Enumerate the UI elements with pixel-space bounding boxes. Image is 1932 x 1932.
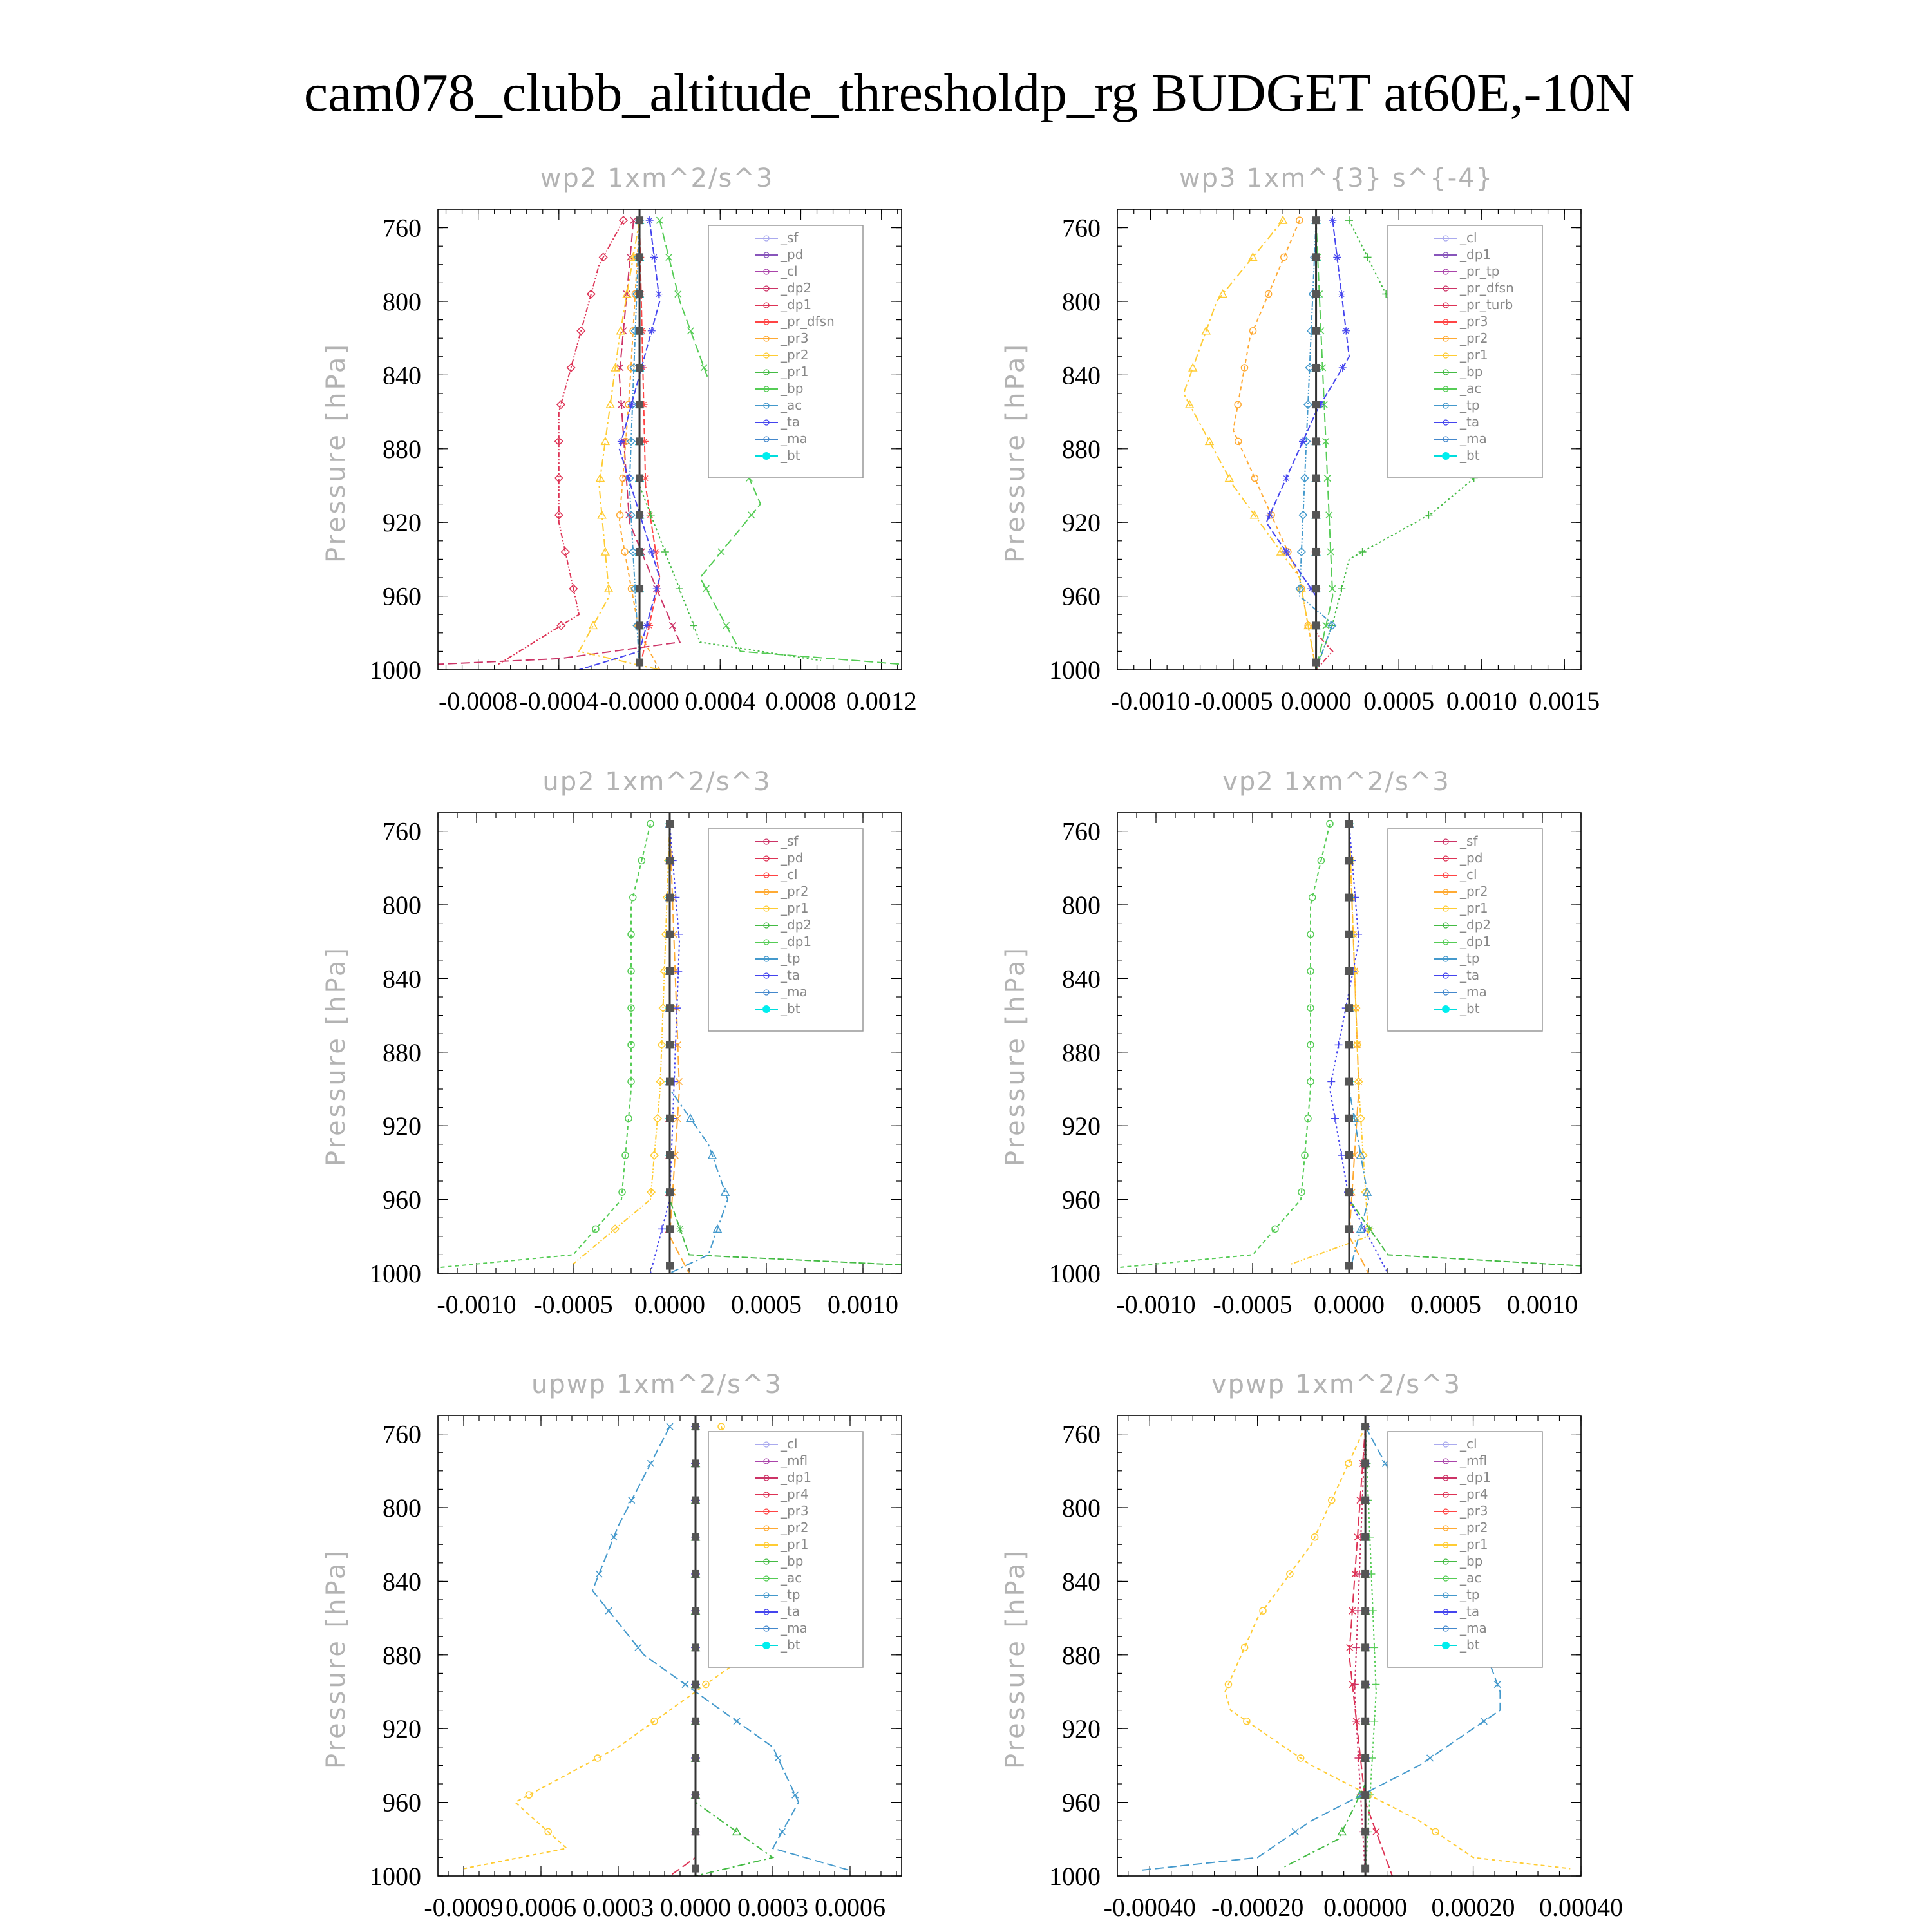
panel-title: wp3 1xm^{3} s^{-4} bbox=[1179, 164, 1494, 193]
legend-label: _bt bbox=[1460, 1001, 1480, 1016]
x-tick-label: 0.0005 bbox=[731, 1290, 802, 1319]
legend-marker bbox=[1442, 1005, 1450, 1013]
legend-label: _tp bbox=[781, 1587, 800, 1602]
legend-label: _pr2 bbox=[781, 1520, 809, 1535]
legend-label: _ac bbox=[1460, 1570, 1482, 1586]
legend-label: _dp1 bbox=[1460, 247, 1492, 262]
figure-title: cam078_clubb_altitude_thresholdp_rg BUDGET at60E,-10N bbox=[303, 63, 1635, 123]
zero-line-marker bbox=[1345, 1225, 1353, 1233]
legend-label: _tp bbox=[1460, 1587, 1480, 1602]
x-tick-label: -0.0004 bbox=[519, 687, 599, 715]
y-tick-label: 840 bbox=[383, 361, 421, 390]
legend-label: _bt bbox=[1460, 1637, 1480, 1653]
legend-label: _ac bbox=[781, 397, 802, 413]
zero-line-marker bbox=[636, 659, 643, 667]
legend-label: _dp1 bbox=[1460, 934, 1492, 949]
y-tick-label: 840 bbox=[383, 964, 421, 994]
legend-label: _pr1 bbox=[1460, 1537, 1488, 1552]
x-tick-label: -0.0010 bbox=[1110, 687, 1191, 715]
zero-line-marker bbox=[1312, 401, 1320, 408]
legend-label: _sf bbox=[781, 833, 799, 849]
y-tick-label: 960 bbox=[383, 1788, 421, 1817]
legend-label: _pr2 bbox=[781, 347, 809, 363]
zero-line-marker bbox=[1312, 253, 1320, 261]
legend-label: _pr3 bbox=[781, 1503, 809, 1519]
y-tick-label: 840 bbox=[1062, 361, 1101, 390]
legend-label: _ac bbox=[1460, 381, 1482, 396]
zero-line-marker bbox=[1312, 511, 1320, 519]
legend-label: _pr4 bbox=[1460, 1486, 1488, 1502]
y-axis-label: Pressure [hPa] bbox=[1001, 945, 1030, 1166]
legend-label: _pr2 bbox=[1460, 884, 1488, 899]
legend-label: _pr2 bbox=[1460, 1520, 1488, 1535]
legend-label: _pr3 bbox=[781, 330, 809, 346]
legend bbox=[708, 1432, 863, 1667]
zero-line-marker bbox=[666, 1225, 674, 1233]
x-tick-label: 0.0010 bbox=[1507, 1290, 1578, 1319]
zero-line-marker bbox=[636, 327, 643, 335]
y-tick-label: 1000 bbox=[370, 1862, 421, 1891]
x-tick-label: -0.0010 bbox=[437, 1290, 516, 1319]
legend-label: _pr2 bbox=[1460, 330, 1488, 346]
zero-line-marker bbox=[636, 290, 643, 298]
panel-title: vpwp 1xm^2/s^3 bbox=[1211, 1370, 1462, 1399]
legend-label: _pr_dfsn bbox=[781, 314, 835, 329]
y-tick-label: 800 bbox=[1062, 891, 1101, 920]
zero-line-marker bbox=[666, 1041, 674, 1048]
zero-line-marker bbox=[636, 437, 643, 445]
x-tick-label: -0.00040 bbox=[1103, 1893, 1196, 1922]
x-tick-label: -0.00020 bbox=[1211, 1893, 1304, 1922]
zero-line-marker bbox=[636, 253, 643, 261]
legend-label: _ta bbox=[781, 967, 800, 983]
zero-line-marker bbox=[1312, 659, 1320, 667]
zero-line-marker bbox=[1345, 931, 1353, 938]
legend-label: _pr_turb bbox=[1460, 297, 1513, 312]
x-tick-label: 0.0012 bbox=[846, 687, 917, 715]
zero-line-marker bbox=[1345, 1078, 1353, 1086]
zero-line-marker bbox=[666, 894, 674, 902]
legend-label: _cl bbox=[1460, 1436, 1477, 1452]
legend-label: _pd bbox=[781, 850, 804, 866]
x-tick-label: -0.0005 bbox=[533, 1290, 613, 1319]
x-tick-label: -0.0000 bbox=[600, 687, 679, 715]
legend-label: _pr3 bbox=[1460, 1503, 1488, 1519]
legend-label: _bp bbox=[1460, 1553, 1483, 1569]
legend bbox=[1388, 1432, 1542, 1667]
y-tick-label: 760 bbox=[1062, 1419, 1101, 1449]
panel-title: vp2 1xm^2/s^3 bbox=[1222, 767, 1450, 797]
y-axis-label: Pressure [hPa] bbox=[321, 342, 351, 563]
y-tick-label: 960 bbox=[1062, 1185, 1101, 1215]
legend-label: _pr1 bbox=[781, 900, 809, 916]
y-tick-label: 880 bbox=[1062, 1640, 1101, 1670]
y-tick-label: 760 bbox=[1062, 213, 1101, 243]
zero-line-marker bbox=[1312, 327, 1320, 335]
zero-line-marker bbox=[692, 1423, 699, 1430]
legend-label: _pd bbox=[781, 247, 804, 262]
y-tick-label: 760 bbox=[383, 213, 421, 243]
y-tick-label: 920 bbox=[383, 1112, 421, 1141]
zero-line-marker bbox=[1361, 1643, 1369, 1651]
zero-line-marker bbox=[666, 1262, 674, 1270]
legend-label: _ma bbox=[1460, 431, 1487, 446]
y-tick-label: 840 bbox=[1062, 1567, 1101, 1596]
legend-label: _tp bbox=[1460, 951, 1480, 966]
legend-label: _pr1 bbox=[1460, 900, 1488, 916]
legend-label: _bt bbox=[781, 448, 800, 463]
legend-label: _ta bbox=[1460, 1604, 1480, 1619]
zero-line-marker bbox=[692, 1754, 699, 1762]
y-axis-label: Pressure [hPa] bbox=[1001, 342, 1030, 563]
legend-label: _pr1 bbox=[1460, 347, 1488, 363]
zero-line-marker bbox=[636, 585, 643, 592]
x-tick-label: 0.0008 bbox=[765, 687, 837, 715]
zero-line-marker bbox=[1312, 475, 1320, 482]
zero-line-marker bbox=[1361, 1681, 1369, 1689]
y-tick-label: 880 bbox=[1062, 434, 1101, 464]
y-axis-label: Pressure [hPa] bbox=[1001, 1548, 1030, 1769]
legend-label: _ma bbox=[781, 1620, 808, 1636]
legend-label: _cl bbox=[781, 867, 798, 882]
zero-line-marker bbox=[666, 1115, 674, 1122]
y-tick-label: 840 bbox=[1062, 964, 1101, 994]
zero-line-marker bbox=[666, 1078, 674, 1086]
legend-label: _pr1 bbox=[781, 1537, 809, 1552]
zero-line-marker bbox=[1312, 585, 1320, 592]
legend-label: _dp2 bbox=[781, 917, 812, 933]
y-tick-label: 880 bbox=[383, 1037, 421, 1067]
legend-label: _pr1 bbox=[781, 364, 809, 379]
legend-label: _mfl bbox=[781, 1453, 808, 1468]
zero-line-marker bbox=[1312, 364, 1320, 372]
y-tick-label: 880 bbox=[383, 434, 421, 464]
zero-line-marker bbox=[1361, 1865, 1369, 1873]
x-tick-label: 0.00020 bbox=[1431, 1893, 1515, 1922]
legend-label: _pr_dfsn bbox=[1460, 280, 1514, 296]
legend-label: _ac bbox=[781, 1570, 802, 1586]
y-tick-label: 760 bbox=[1062, 817, 1101, 846]
legend-label: _bt bbox=[1460, 448, 1480, 463]
legend-label: _sf bbox=[781, 230, 799, 245]
y-tick-label: 800 bbox=[383, 287, 421, 316]
zero-line-marker bbox=[1361, 1754, 1369, 1762]
x-tick-label: -0.0008 bbox=[438, 687, 518, 715]
y-tick-label: 1000 bbox=[370, 1259, 421, 1288]
zero-line-marker bbox=[1361, 1828, 1369, 1835]
legend-label: _pd bbox=[1460, 850, 1483, 866]
legend-label: _bp bbox=[1460, 364, 1483, 379]
legend-label: _pr2 bbox=[781, 884, 809, 899]
panel-title: up2 1xm^2/s^3 bbox=[542, 767, 772, 797]
legend-label: _bp bbox=[781, 381, 804, 396]
zero-line-marker bbox=[1312, 290, 1320, 298]
x-tick-label: -0.0009 bbox=[424, 1893, 504, 1922]
panel-title: wp2 1xm^2/s^3 bbox=[540, 164, 774, 193]
y-tick-label: 800 bbox=[383, 1493, 421, 1522]
x-tick-label: 0.0010 bbox=[828, 1290, 898, 1319]
y-tick-label: 800 bbox=[1062, 287, 1101, 316]
zero-line-marker bbox=[1312, 548, 1320, 556]
zero-line-marker bbox=[692, 1459, 699, 1467]
zero-line-marker bbox=[1345, 967, 1353, 975]
y-tick-label: 960 bbox=[1062, 582, 1101, 611]
legend-label: _ma bbox=[1460, 984, 1487, 999]
zero-line-marker bbox=[692, 1607, 699, 1615]
y-tick-label: 920 bbox=[383, 1714, 421, 1744]
legend-marker bbox=[762, 452, 770, 460]
x-tick-label: -0.0005 bbox=[1193, 687, 1273, 715]
x-tick-label: 0.00000 bbox=[1323, 1893, 1408, 1922]
zero-line-marker bbox=[1312, 437, 1320, 445]
legend-label: _bt bbox=[781, 1001, 800, 1016]
zero-line-marker bbox=[1345, 1041, 1353, 1048]
legend-label: _cl bbox=[781, 1436, 798, 1452]
x-tick-label: 0.0000 bbox=[634, 1290, 705, 1319]
x-tick-label: 0.00040 bbox=[1539, 1893, 1623, 1922]
zero-line-marker bbox=[1345, 1188, 1353, 1196]
legend-label: _sf bbox=[1460, 833, 1478, 849]
x-tick-label: 0.0006 bbox=[506, 1893, 576, 1922]
legend-label: _ta bbox=[1460, 967, 1480, 983]
zero-line-marker bbox=[1361, 1607, 1369, 1615]
zero-line-marker bbox=[692, 1718, 699, 1725]
legend-label: _tp bbox=[1460, 397, 1480, 413]
x-tick-label: -0.0010 bbox=[1116, 1290, 1196, 1319]
zero-line-marker bbox=[1361, 1718, 1369, 1725]
legend-label: _ta bbox=[781, 1604, 800, 1619]
zero-line-marker bbox=[692, 1533, 699, 1541]
legend-marker bbox=[1442, 1642, 1450, 1649]
zero-line-marker bbox=[1345, 1262, 1353, 1270]
y-axis-label: Pressure [hPa] bbox=[321, 1548, 351, 1769]
legend-marker bbox=[762, 1005, 770, 1013]
zero-line-marker bbox=[666, 1004, 674, 1012]
x-tick-label: 0.0003 bbox=[583, 1893, 654, 1922]
zero-line-marker bbox=[1345, 857, 1353, 864]
x-tick-label: 0.0010 bbox=[1446, 687, 1517, 715]
y-tick-label: 960 bbox=[383, 582, 421, 611]
zero-line-marker bbox=[636, 401, 643, 408]
y-tick-label: 800 bbox=[383, 891, 421, 920]
y-tick-label: 800 bbox=[1062, 1493, 1101, 1522]
zero-line-marker bbox=[1312, 621, 1320, 629]
legend-label: _dp1 bbox=[781, 1470, 812, 1485]
zero-line-marker bbox=[692, 1828, 699, 1835]
legend-label: _pr3 bbox=[1460, 314, 1488, 329]
legend-label: _ma bbox=[781, 984, 808, 999]
legend bbox=[1388, 225, 1542, 478]
y-tick-label: 920 bbox=[1062, 1714, 1101, 1744]
zero-line-marker bbox=[1361, 1423, 1369, 1430]
zero-line-marker bbox=[1361, 1497, 1369, 1504]
legend-label: _dp2 bbox=[781, 280, 812, 296]
zero-line-marker bbox=[692, 1865, 699, 1873]
x-tick-label: 0.0004 bbox=[685, 687, 756, 715]
zero-line-marker bbox=[636, 548, 643, 556]
zero-line-marker bbox=[1361, 1570, 1369, 1578]
zero-line-marker bbox=[666, 1151, 674, 1159]
zero-line-marker bbox=[636, 511, 643, 519]
legend-label: _dp2 bbox=[1460, 917, 1492, 933]
legend-label: _mfl bbox=[1460, 1453, 1488, 1468]
zero-line-marker bbox=[636, 216, 643, 224]
x-tick-label: 0.0000 bbox=[1314, 1290, 1385, 1319]
legend-label: _dp1 bbox=[781, 297, 812, 312]
legend-label: _bt bbox=[781, 1637, 800, 1653]
legend-marker bbox=[1442, 452, 1450, 460]
legend bbox=[708, 829, 863, 1031]
x-tick-label: -0.0005 bbox=[1213, 1290, 1293, 1319]
zero-line-marker bbox=[692, 1681, 699, 1689]
x-tick-label: 0.0000 bbox=[1280, 687, 1352, 715]
legend-label: _ta bbox=[781, 414, 800, 430]
zero-line-marker bbox=[1345, 1151, 1353, 1159]
y-tick-label: 960 bbox=[1062, 1788, 1101, 1817]
x-tick-label: 0.0006 bbox=[815, 1893, 886, 1922]
x-tick-label: 0.0005 bbox=[1363, 687, 1435, 715]
zero-line-marker bbox=[692, 1791, 699, 1799]
y-tick-label: 1000 bbox=[1049, 1862, 1101, 1891]
legend-label: _ta bbox=[1460, 414, 1480, 430]
x-tick-label: 0.0015 bbox=[1529, 687, 1600, 715]
legend-label: _ma bbox=[1460, 1620, 1487, 1636]
zero-line-marker bbox=[692, 1570, 699, 1578]
y-tick-label: 760 bbox=[383, 817, 421, 846]
zero-line-marker bbox=[692, 1497, 699, 1504]
zero-line-marker bbox=[666, 820, 674, 828]
zero-line-marker bbox=[1361, 1791, 1369, 1799]
zero-line-marker bbox=[1345, 1004, 1353, 1012]
zero-line-marker bbox=[666, 967, 674, 975]
zero-line-marker bbox=[1345, 1115, 1353, 1122]
zero-line-marker bbox=[1361, 1533, 1369, 1541]
legend-label: _cl bbox=[1460, 230, 1477, 245]
y-tick-label: 1000 bbox=[1049, 656, 1101, 685]
zero-line-marker bbox=[636, 621, 643, 629]
x-tick-label: 0.0003 bbox=[737, 1893, 808, 1922]
legend-marker bbox=[762, 1642, 770, 1649]
x-tick-label: 0.0005 bbox=[1410, 1290, 1481, 1319]
panel-title: upwp 1xm^2/s^3 bbox=[531, 1370, 782, 1399]
zero-line-marker bbox=[666, 1188, 674, 1196]
zero-line-marker bbox=[636, 364, 643, 372]
y-axis-label: Pressure [hPa] bbox=[321, 945, 351, 1166]
legend-label: _cl bbox=[1460, 867, 1477, 882]
y-tick-label: 1000 bbox=[1049, 1259, 1101, 1288]
zero-line-marker bbox=[1361, 1459, 1369, 1467]
legend bbox=[708, 225, 863, 478]
y-tick-label: 920 bbox=[1062, 508, 1101, 538]
legend-label: _pr_tp bbox=[1460, 263, 1500, 279]
zero-line-marker bbox=[692, 1643, 699, 1651]
y-tick-label: 960 bbox=[383, 1185, 421, 1215]
legend-label: _ma bbox=[781, 431, 808, 446]
legend-label: _pr4 bbox=[781, 1486, 809, 1502]
zero-line-marker bbox=[1345, 820, 1353, 828]
x-tick-label: 0.0000 bbox=[660, 1893, 731, 1922]
zero-line-marker bbox=[666, 931, 674, 938]
y-tick-label: 920 bbox=[1062, 1112, 1101, 1141]
zero-line-marker bbox=[636, 475, 643, 482]
y-tick-label: 920 bbox=[383, 508, 421, 538]
y-tick-label: 880 bbox=[383, 1640, 421, 1670]
legend-label: _tp bbox=[781, 951, 800, 966]
zero-line-marker bbox=[1312, 216, 1320, 224]
y-tick-label: 1000 bbox=[370, 656, 421, 685]
legend-label: _cl bbox=[781, 263, 798, 279]
y-tick-label: 760 bbox=[383, 1419, 421, 1449]
zero-line-marker bbox=[1345, 894, 1353, 902]
legend-label: _bp bbox=[781, 1553, 804, 1569]
y-tick-label: 880 bbox=[1062, 1037, 1101, 1067]
legend-label: _dp1 bbox=[1460, 1470, 1492, 1485]
zero-line-marker bbox=[666, 857, 674, 864]
legend bbox=[1388, 829, 1542, 1031]
y-tick-label: 840 bbox=[383, 1567, 421, 1596]
legend-label: _dp1 bbox=[781, 934, 812, 949]
